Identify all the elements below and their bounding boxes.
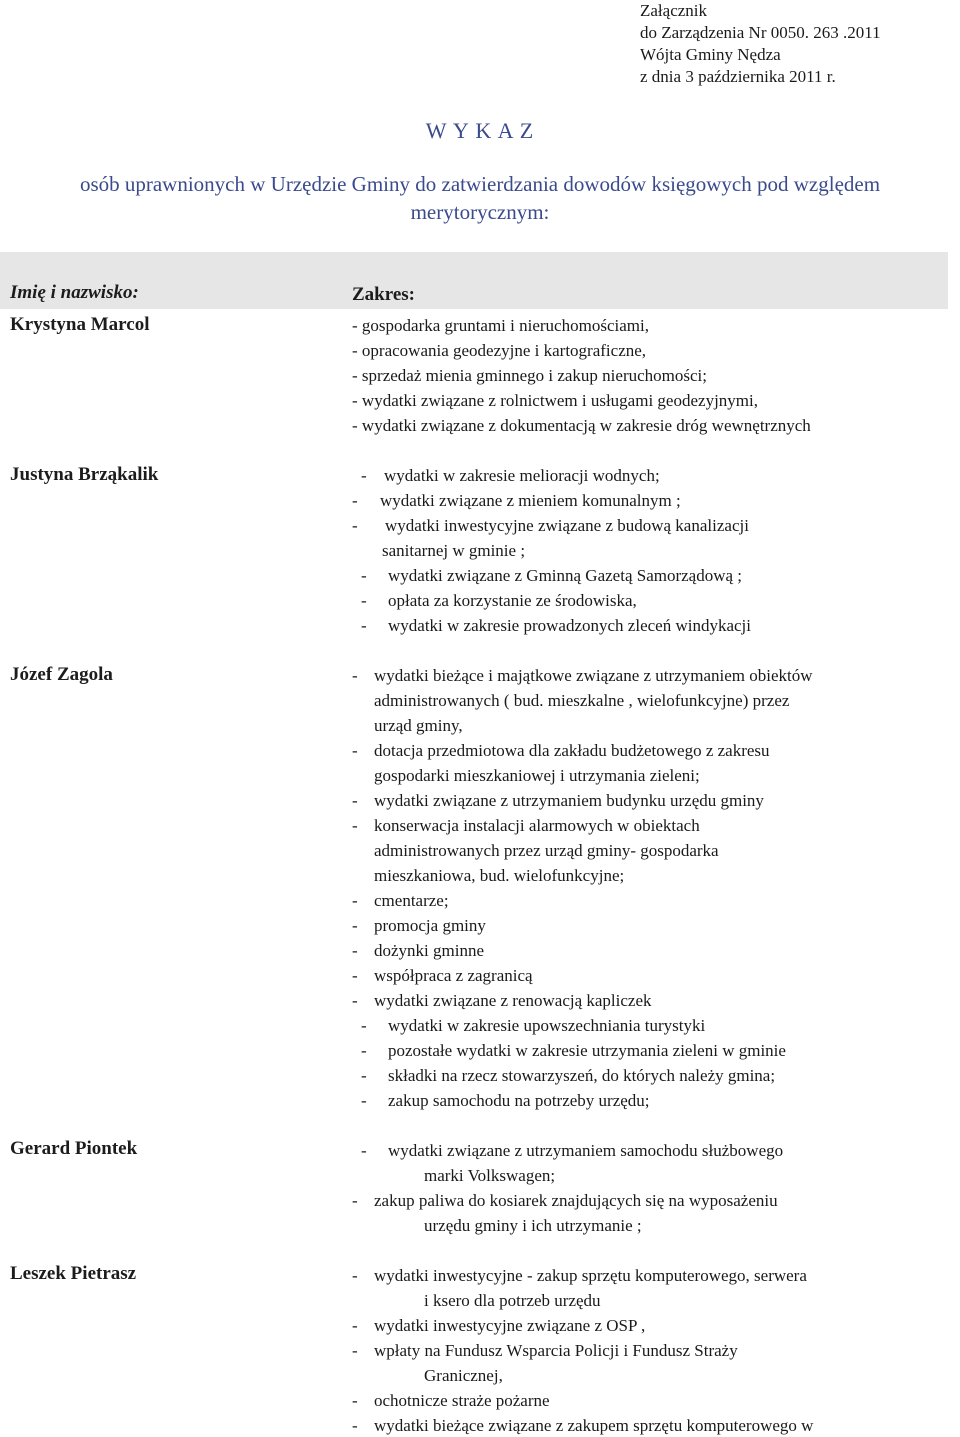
attachment-line: Załącznik <box>640 1 708 20</box>
person-name: Leszek Pietrasz <box>10 1263 137 1284</box>
person-name: Krystyna Marcol <box>10 314 150 335</box>
attachment-line: do Zarządzenia Nr 0050. 263 .2011 <box>640 23 881 42</box>
document-subtitle-line-2: merytorycznym: <box>410 200 550 224</box>
document-heading: W Y K A Z <box>425 118 535 143</box>
document-page: Załącznik do Zarządzenia Nr 0050. 263 .2011 Wójta Gminy Nędza z dnia 3 października 2011 r. W Y K A Z osób uprawnionych w Urzędzie Gminy do zatwierdzania dowodów księgowych pod względem merytorycznym: Imię i nazwisko: Zakres: Krystyna Marcol - gospodarka gruntami i nieruchomościami, - opracowania geodezyjne i kartograficzne, - sprzedaż mienia gminnego i zakup nieruchomości; - wydatki związane z rolnictwem i usługami geodezyjnymi, - wydatki związane z dokumentacją w zakresie dróg wewnętrznych Justyna Brząkalik - wydatki w zakresie melioracji wodnych; - wydatki związane z mieniem komunalnym ; - wydatki inwestycyjne związane z budową kanalizacji sanitarnej w gminie ; - wydatki związane z Gminną Gazetą Samorządową ; - opłata za korzystanie ze środowiska, - wydatki w zakresie prowadzonych zleceń windykacji Józef Zagola - wydatki bieżące i majątkowe związane z utrzymaniem obiektów administrowanych ( bud. mieszkalne , wielofunkcyjne) przez urząd gminy, - dotacja przedmiotowa dla zakładu budżetowego z zakresu gospodarki mieszkaniowej i utrzymania zieleni; - wydatki związane z utrzymaniem budynku urzędu gminy - konserwacja instalacji alarmowych w obiektach administrowanych przez urząd gminy- gospodarka mieszkaniowa, bud. wielofunkcyjne; - cmentarze; - promocja gminy - dożynki gminne - współpraca z zagranicą - wydatki związane z renowacją kapliczek - wydatki w zakresie upowszechniania turystyki - pozostałe wydatki w zakresie utrzymania zieleni w gminie - składki na rzecz stowarzyszeń, do których należy gmina; - zakup samochodu na potrzeby urzędu; Gerard Piontek - wydatki związane z utrzymaniem samochodu służbowego marki Volkswagen; - zakup paliwa do kosiarek znajdujących się na wyposażeniu urzędu gminy i ich utrzymanie ; Leszek Pietrasz - wydatki inwestycyjne - zakup sprzętu komputerowego, serwera i ksero dla potrzeb urzędu - wydatki inwestycyjne związane z OSP , - wpłaty na Fundusz Wsparcia Policji i Fundusz Straży Granicznej, - ochotnicze straże pożarne - wydatki bieżące związane z zakupem sprzętu komputerowego w <box>0 0 960 1437</box>
attachment-note <box>640 0 881 88</box>
table-header-band <box>0 252 948 309</box>
attachment-line: z dnia 3 października 2011 r. <box>640 67 836 86</box>
document-subtitle-line-1: osób uprawnionych w Urzędzie Gminy do zatwierdzania dowodów księgowych pod względem <box>79 172 881 196</box>
attachment-line: Wójta Gminy Nędza <box>640 45 781 64</box>
scope-item: - opracowania geodezyjne i kartograficzne, <box>352 341 647 360</box>
scope-item: - wydatki związane z rolnictwem i usługami geodezyjnymi, <box>352 391 758 410</box>
person-name: Justyna Brząkalik <box>10 464 159 485</box>
person-name: Józef Zagola <box>10 664 113 685</box>
column-header-scope: Zakres: <box>352 284 415 305</box>
person-name: Gerard Piontek <box>10 1138 138 1159</box>
scope-item: - wydatki związane z dokumentacją w zakresie dróg wewnętrznych <box>352 416 811 435</box>
column-header-name: Imię i nazwisko: <box>10 282 139 303</box>
scope-item: - gospodarka gruntami i nieruchomościami, <box>352 316 649 335</box>
scope-item: - sprzedaż mienia gminnego i zakup nieruchomości; <box>352 366 707 385</box>
